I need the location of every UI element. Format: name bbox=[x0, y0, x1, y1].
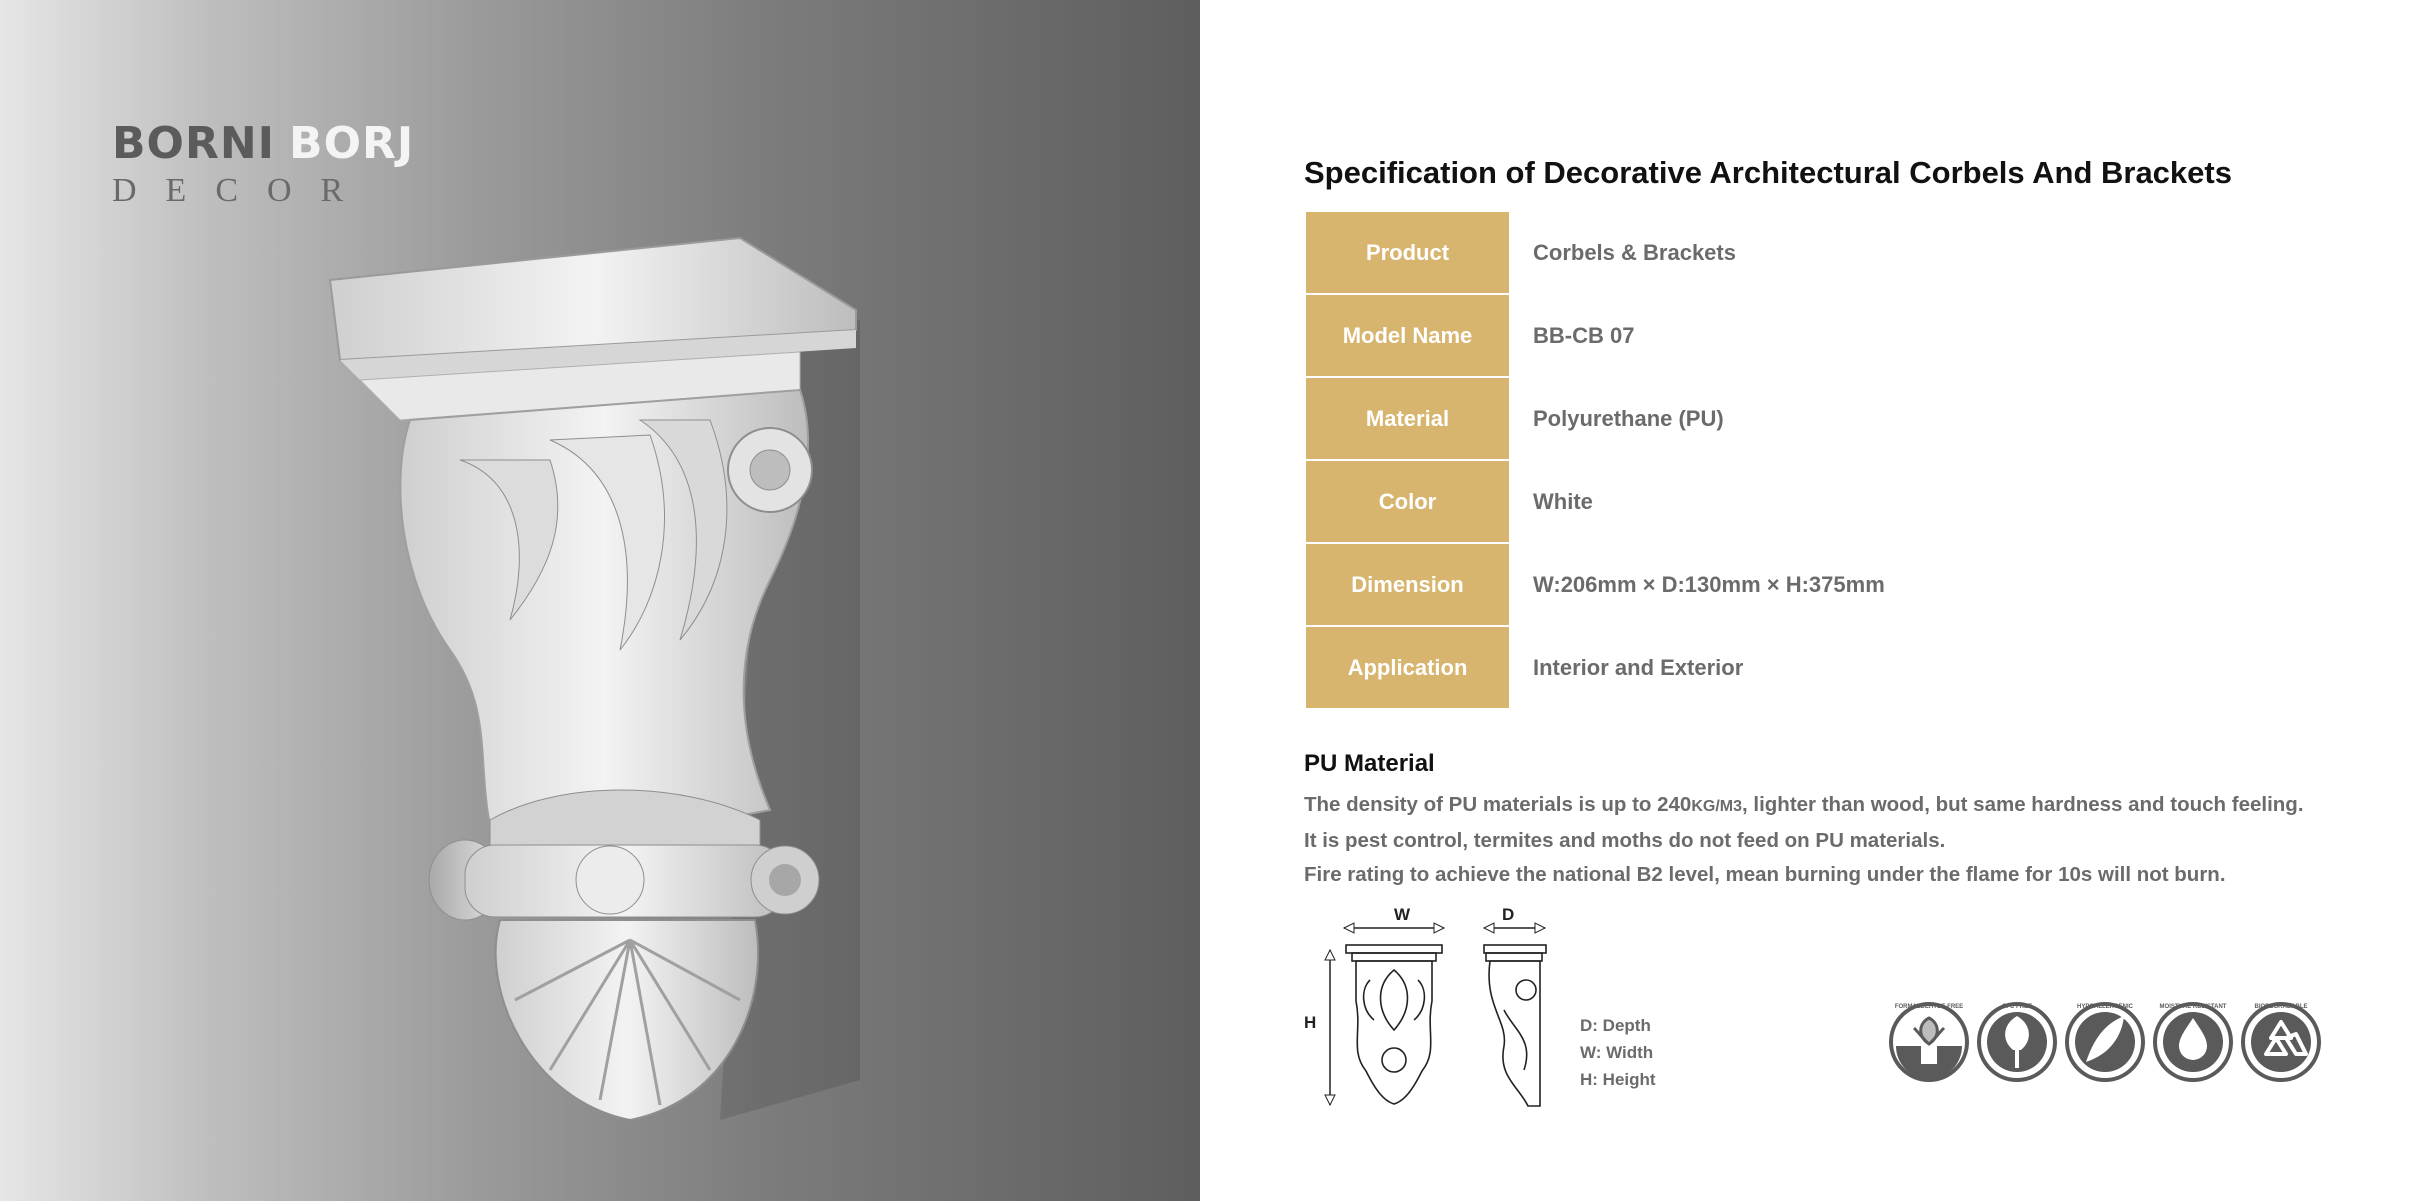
corbel-photo bbox=[300, 220, 880, 1150]
brand-name-right: BORJ bbox=[289, 118, 415, 169]
formaldehyde-free-icon bbox=[1888, 998, 1970, 1084]
spec-row-color bbox=[1306, 461, 2326, 542]
feature-badges bbox=[1888, 998, 2322, 1084]
spec-value: W:206mm × D:130mm × H:375mm bbox=[1533, 571, 1885, 597]
spec-key: Color bbox=[1306, 461, 1509, 542]
spec-row-dimension bbox=[1306, 544, 2326, 625]
spec-table bbox=[1306, 212, 2326, 710]
pu-line-2: It is pest control, termites and moths do not feed on PU materials. bbox=[1304, 829, 1946, 852]
pu-line-3: Fire rating to achieve the national B2 level, mean burning under the flame for 10s will not burn. bbox=[1304, 863, 2226, 886]
spec-key: Application bbox=[1306, 627, 1509, 708]
brand-tagline: DECOR bbox=[112, 172, 373, 209]
moisture-resistant-icon bbox=[2152, 998, 2234, 1084]
pu-line-1 bbox=[1304, 788, 2304, 824]
spec-key: Dimension bbox=[1306, 544, 1509, 625]
product-photo-panel bbox=[0, 0, 1200, 1201]
badge-label: BIODEGRADABLE bbox=[2254, 1004, 2308, 1010]
biodegradable-icon bbox=[2240, 998, 2322, 1084]
spec-panel bbox=[1200, 0, 2423, 1201]
spec-value: Polyurethane (PU) bbox=[1533, 405, 1724, 431]
spec-key: Model Name bbox=[1306, 295, 1509, 376]
spec-row-application bbox=[1306, 627, 2326, 708]
pu-line-1-pre: The density of PU materials is up to 240 bbox=[1304, 793, 1692, 816]
badge-label: CFC FREE bbox=[2002, 1004, 2032, 1010]
brand-name-left: BORNI bbox=[112, 118, 276, 169]
spec-row-model bbox=[1306, 295, 2326, 376]
spec-key: Product bbox=[1306, 212, 1509, 293]
pu-material-text bbox=[1304, 788, 2304, 892]
page-title: Specification of Decorative Architectural Corbels And Brackets bbox=[1304, 155, 2232, 190]
dimension-legend bbox=[1580, 1012, 1656, 1093]
spec-value: Corbels & Brackets bbox=[1533, 239, 1736, 265]
pu-line-1-post: , lighter than wood, but same hardness and touch feeling. bbox=[1742, 793, 2304, 816]
spec-row-material bbox=[1306, 378, 2326, 459]
badge-label: HYPOALLERGENIC bbox=[2076, 1004, 2134, 1010]
legend-width: W: Width bbox=[1580, 1043, 1654, 1062]
spec-value: White bbox=[1533, 488, 1593, 514]
w-label: W bbox=[1394, 905, 1411, 924]
spec-row-product bbox=[1306, 212, 2326, 293]
spec-value: Interior and Exterior bbox=[1533, 654, 1744, 680]
spec-key: Material bbox=[1306, 378, 1509, 459]
brand-logo bbox=[112, 118, 415, 210]
pu-density-unit: KG/M3 bbox=[1691, 798, 1742, 815]
spec-value: BB-CB 07 bbox=[1533, 322, 1635, 348]
legend-height: H: Height bbox=[1580, 1070, 1656, 1089]
badge-label: FORMALDEHYDE FREE bbox=[1894, 1004, 1964, 1010]
pu-material-heading: PU Material bbox=[1304, 750, 1435, 777]
cfc-free-icon bbox=[1976, 998, 2058, 1084]
hypoallergenic-icon bbox=[2064, 998, 2146, 1084]
h-label: H bbox=[1304, 1013, 1317, 1032]
d-label: D bbox=[1502, 905, 1515, 924]
badge-label: MOISTURE RESISTANT bbox=[2159, 1004, 2227, 1010]
legend-depth: D: Depth bbox=[1580, 1016, 1651, 1035]
